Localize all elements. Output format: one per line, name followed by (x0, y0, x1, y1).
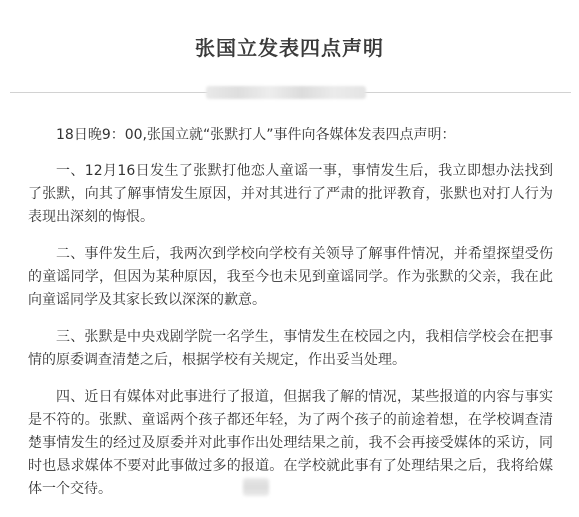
statement-paragraph-4: 四、近日有媒体对此事进行了报道，但据我了解的情况，某些报道的内容与事实是不符的。张默、童谣两个孩子都还年轻，为了两个孩子的前途着想，在学校调查清楚事情发生的经过及原委并对此事作出处理结果之前，我不会再接受媒体的采访，同时也恳求媒体不要对此事做过多的报道。在学校就此事有了处理结果之后，我将给媒体一个交待。 (28, 389, 553, 497)
article-body (28, 124, 553, 515)
statement-paragraph-3: 三、张默是中央戏剧学院一名学生，事情发生在校园之内，我相信学校会在把事情的原委调查清楚之后，根据学校有关规定，作出妥当处理。 (28, 329, 553, 368)
intro-paragraph: 18日晚9：00,张国立就“张默打人”事件向各媒体发表四点声明： (56, 127, 456, 143)
statement-paragraph-1: 一、12月16日发生了张默打他恋人童谣一事，事情发生后，我立即想办法找到了张默，向其了解事情发生原因，并对其进行了严肃的批评教育，张默也对打人行为表现出深刻的悔恨。 (28, 163, 553, 225)
article-title: 张国立发表四点声明 (195, 36, 384, 60)
statement-paragraph-2: 二、事件发生后，我两次到学校向学校有关领导了解事件情况，并希望探望受伤的童谣同学，但因为某种原因，我至今也未见到童谣同学。作为张默的父亲，我在此向童谣同学及其家长致以深深的歉意。 (28, 246, 553, 308)
blurred-watermark (206, 86, 366, 99)
blurred-watermark-small (243, 478, 269, 496)
